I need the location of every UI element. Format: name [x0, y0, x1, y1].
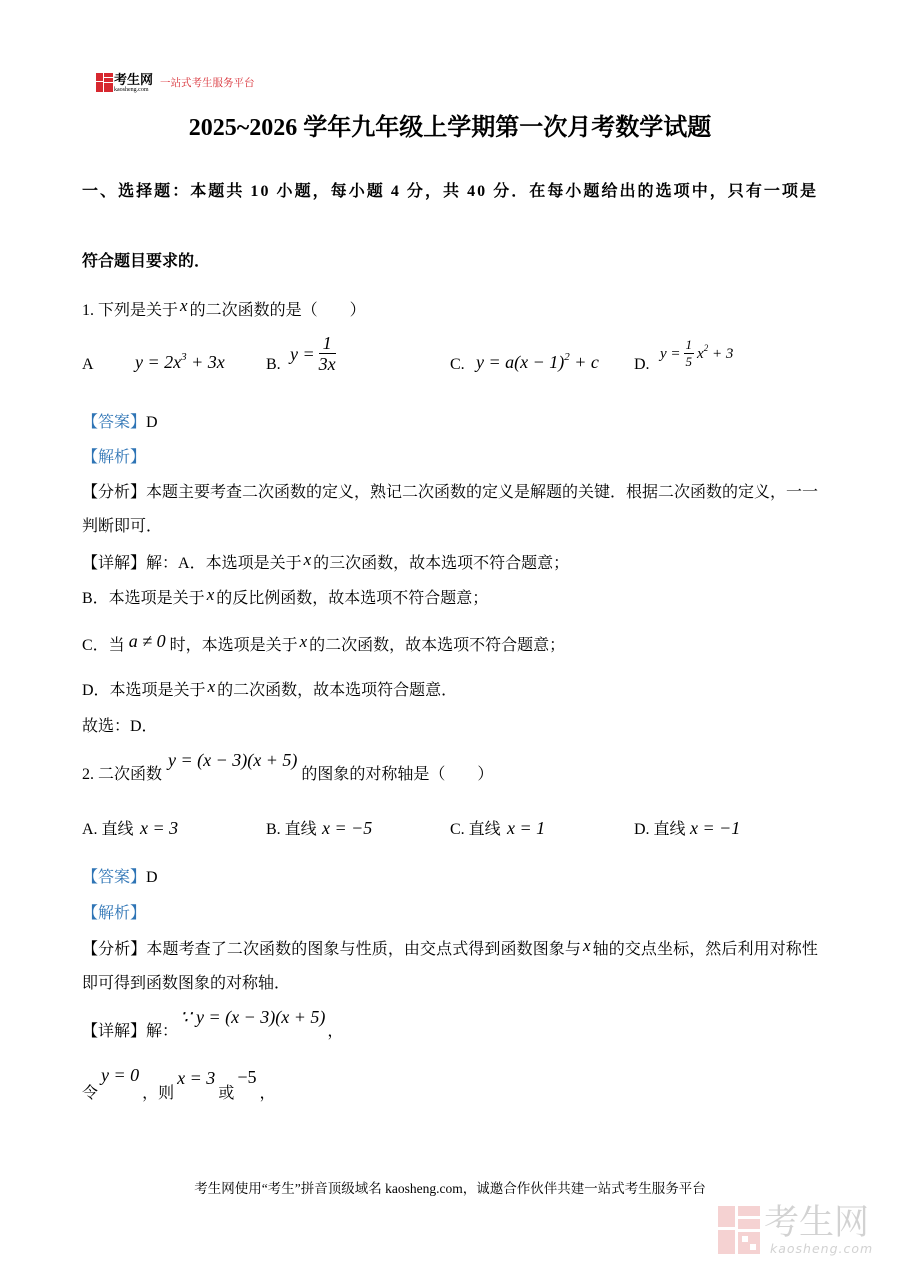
fraction [684, 337, 695, 370]
formula-tail: + c [569, 352, 599, 372]
q1-option-d-label: D. [634, 356, 650, 373]
fraction-numerator: 1 [685, 337, 693, 352]
fenxi-tag: 【分析】 [82, 484, 146, 501]
section-heading-line1 [82, 182, 818, 202]
step-text-end: 的二次函数，故本选项符合题意． [217, 682, 458, 699]
q1-conclusion: 故选：D． [82, 718, 158, 735]
q2-option-a-label: A. 直线 [82, 821, 134, 838]
step-text: 解：A．本选项是关于 [146, 555, 302, 572]
q2-fenxi-line1-inner [82, 936, 818, 958]
q2-analysis-tag: 【解析】 [82, 905, 147, 922]
step-text: C．当 [82, 637, 125, 654]
answer-tag: 【答案】 [82, 414, 147, 431]
logo-name: 考生网 [114, 72, 154, 87]
formula-lhs: y = [660, 345, 681, 362]
q1-stem-text-end: 的二次函数的是（ ） [189, 302, 366, 319]
step-text-end: 的二次函数，故本选项不符合题意； [309, 637, 566, 654]
page-footer: 考生网使用“考生”拼音顶级域名 kaosheng.com，诚邀合作伙伴共建一站式考生服务平台 [194, 1181, 706, 1196]
formula-base: y = a(x − 1) [476, 352, 565, 372]
formula-exponent: 2 [703, 342, 709, 353]
kaosheng-logo-icon [96, 73, 113, 92]
q2-stem-text-end: 的图象的对称轴是（ ） [301, 766, 494, 783]
fraction-denominator: 3x [318, 354, 336, 374]
formula-lhs: y = [290, 343, 315, 364]
formula-tail: + 3 [708, 345, 734, 362]
answer-tag: 【答案】 [82, 869, 147, 886]
fraction-denominator: 5 [685, 354, 693, 369]
logo-slogan: 一站式考生服务平台 [160, 78, 255, 89]
q1-stem-variable: x [180, 296, 188, 315]
q1-detail-step-c [82, 631, 566, 656]
q1-detail-step-a [82, 550, 570, 574]
fenxi-variable: x [582, 936, 591, 955]
detail-text: 令 [82, 1085, 99, 1102]
q1-detail-step-b [82, 585, 489, 609]
detail-text: 解： [146, 1023, 179, 1040]
formula-exponent: 2 [564, 351, 570, 363]
fraction-numerator: 1 [319, 333, 336, 354]
q1-stem [82, 296, 366, 321]
step-text-end: 的反比例函数，故本选项不符合题意； [216, 590, 489, 607]
q2-stem-formula: y = (x − 3)(x + 5) [168, 750, 298, 770]
q1-detail-step-d [82, 677, 458, 701]
section-heading-line1-text: 一、选择题：本题共 10 小题，每小题 4 分，共 40 分．在每小题给出的选项中，只有一项是 [82, 183, 818, 200]
q1-option-c-formula [476, 350, 599, 374]
q1-answer [82, 413, 158, 433]
q2-fenxi-line1 [82, 936, 818, 960]
q2-option-d-label: D. 直线 [634, 821, 686, 838]
fenxi-text: 本题考查了二次函数的图象与性质，由交点式得到函数图象与 [146, 941, 581, 958]
q2-stem [82, 750, 494, 785]
q1-option-d-formula [660, 337, 733, 370]
step-text-end: 的三次函数，故本选项不符合题意； [313, 555, 570, 572]
step-variable: x [207, 677, 216, 696]
q1-option-a-label: A [82, 356, 94, 373]
detail-text-end: ， [327, 1023, 344, 1040]
q2-detail-line1 [82, 1007, 344, 1042]
q1-option-b-formula [290, 333, 336, 374]
q1-fenxi-line2: 判断即可． [82, 518, 163, 535]
q2-option-d-formula: x = −1 [690, 818, 741, 838]
detail-solution-1: x = 3 [177, 1068, 216, 1088]
section-heading-line2: 符合题目要求的． [82, 253, 211, 270]
answer-value: D [146, 869, 158, 886]
q2-option-a-formula: x = 3 [140, 818, 179, 838]
fraction [319, 333, 336, 374]
q2-answer [82, 868, 158, 888]
formula-tail: + 3x [186, 352, 225, 372]
q2-option-b-label: B. 直线 [266, 821, 317, 838]
q1-option-b-label: B. [266, 356, 281, 373]
q1-stem-text: 1. 下列是关于 [82, 302, 179, 319]
logo-domain: kaosheng.com [114, 87, 149, 93]
q1-option-a-formula [135, 350, 225, 374]
step-variable: x [303, 550, 312, 569]
kaosheng-watermark-icon [718, 1206, 760, 1254]
step-text: D．本选项是关于 [82, 682, 206, 699]
detail-text-end: ， [259, 1085, 276, 1102]
detail-equation: y = 0 [101, 1065, 140, 1085]
q1-fenxi-line1 [82, 483, 818, 503]
detail-tag: 【详解】 [82, 555, 147, 572]
step-variable: x [299, 632, 308, 651]
fenxi-text: 本题主要考查二次函数的定义，熟记二次函数的定义是解题的关键．根据二次函数的定义，一一 [146, 484, 818, 501]
step-variable: x [206, 585, 215, 604]
watermark-domain: kaosheng.com [770, 1241, 874, 1256]
q2-option-b-formula: x = −5 [322, 818, 373, 838]
q1-analysis-tag: 【解析】 [82, 449, 147, 466]
fenxi-text-end: 轴的交点坐标，然后利用对称性 [592, 941, 818, 958]
formula-exponent: 3 [181, 351, 187, 363]
q1-fenxi-line1-inner [82, 484, 818, 501]
detail-formula: ∵ y = (x − 3)(x + 5) [180, 1007, 326, 1027]
answer-value: D [146, 414, 158, 431]
detail-tag: 【详解】 [82, 1023, 147, 1040]
q2-option-c-label: C. 直线 [450, 821, 501, 838]
formula-term [697, 344, 733, 364]
detail-solution-2: −5 [237, 1067, 257, 1087]
formula-base: x [697, 345, 704, 362]
step-condition: a ≠ 0 [128, 631, 166, 651]
exam-title: 2025~2026 学年九年级上学期第一次月考数学试题 [188, 115, 712, 141]
q2-fenxi-line2: 即可得到函数图象的对称轴． [82, 975, 291, 992]
q2-option-c-formula: x = 1 [507, 818, 546, 838]
watermark-name: 考生网 [764, 1203, 870, 1243]
step-text-mid: 时，本选项是关于 [169, 637, 298, 654]
step-text: B．本选项是关于 [82, 590, 205, 607]
detail-text-mid: ，则 [142, 1085, 175, 1102]
q1-option-c-label: C. [450, 356, 465, 373]
detail-text-mid: 或 [218, 1085, 235, 1102]
q2-detail-line2 [82, 1065, 276, 1104]
fenxi-tag: 【分析】 [82, 941, 147, 958]
q2-stem-text: 2. 二次函数 [82, 766, 163, 783]
formula-base: y = 2x [135, 352, 182, 372]
